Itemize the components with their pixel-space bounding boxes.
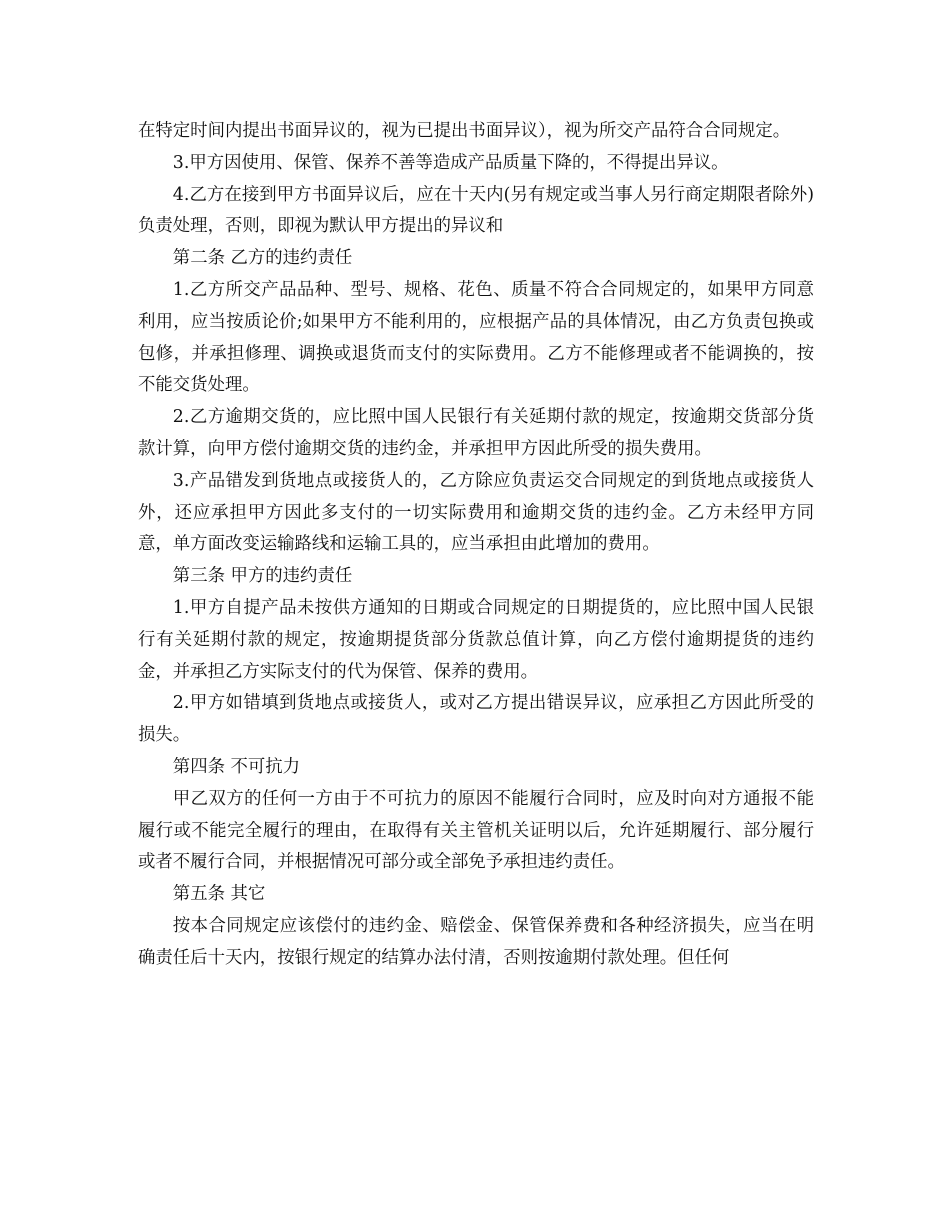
article-4-heading: 第四条 不可抗力 [172, 756, 301, 777]
article-2-heading: 第二条 乙方的违约责任 [172, 248, 353, 269]
article-4-body: 甲乙双方的任何一方由于不可抗力的原因不能履行合同时，应及时向对方通报不能履行或不能完全履行的理由，在取得有关主管机关证明以后，允许延期履行、部分履行或者不履行合同，并根据情况可部分或全部免予承担违约责任。 [138, 788, 814, 873]
article-2-clause-3: 3.产品错发到货地点或接货人的，乙方除应负责运交合同规定的到货地点或接货人外，还应承担甲方因此多支付的一切实际费用和逾期交货的违约金。乙方未经甲方同意，单方面改变运输路线和运输工具的，应当承担由此增加的费用。 [138, 470, 814, 555]
paragraph-continuation: 在特定时间内提出书面异议的，视为已提出书面异议），视为所交产品符合合同规定。 [138, 121, 791, 141]
article-5-body: 按本合同规定应该偿付的违约金、赔偿金、保管保养费和各种经济损失，应当在明确责任后十天内，按银行规定的结算办法付清，否则按逾期付款处理。但任何 [138, 915, 814, 968]
article-2-clause-1: 1.乙方所交产品品种、型号、规格、花色、质量不符合合同规定的，如果甲方同意利用，应当按质论价;如果甲方不能利用的，应根据产品的具体情况，由乙方负责包换或包修，并承担修理、调换或退货而支付的实际费用。乙方不能修理或者不能调换的，按不能交货处理。 [138, 279, 814, 396]
article-3-clause-2: 2.甲方如错填到货地点或接货人，或对乙方提出错误异议，应承担乙方因此所受的损失。 [138, 693, 814, 746]
paragraph-clause-3: 3.甲方因使用、保管、保养不善等造成产品质量下降的，不得提出异议。 [172, 152, 729, 173]
document-body [138, 116, 814, 975]
article-3-clause-1: 1.甲方自提产品未按供方通知的日期或合同规定的日期提货的，应比照中国人民银行有关延期付款的规定，按逾期提货部分货款总值计算，向乙方偿付逾期提货的违约金，并承担乙方实际支付的代为保管、保养的费用。 [138, 597, 814, 682]
paragraph-clause-4: 4.乙方在接到甲方书面异议后，应在十天内(另有规定或当事人另行商定期限者除外)负责处理，否则，即视为默认甲方提出的异议和 [138, 184, 814, 237]
article-2-clause-2: 2.乙方逾期交货的，应比照中国人民银行有关延期付款的规定，按逾期交货部分货款计算，向甲方偿付逾期交货的违约金，并承担甲方因此所受的损失费用。 [138, 407, 814, 459]
article-5-heading: 第五条 其它 [172, 884, 266, 905]
article-3-heading: 第三条 甲方的违约责任 [172, 566, 353, 587]
